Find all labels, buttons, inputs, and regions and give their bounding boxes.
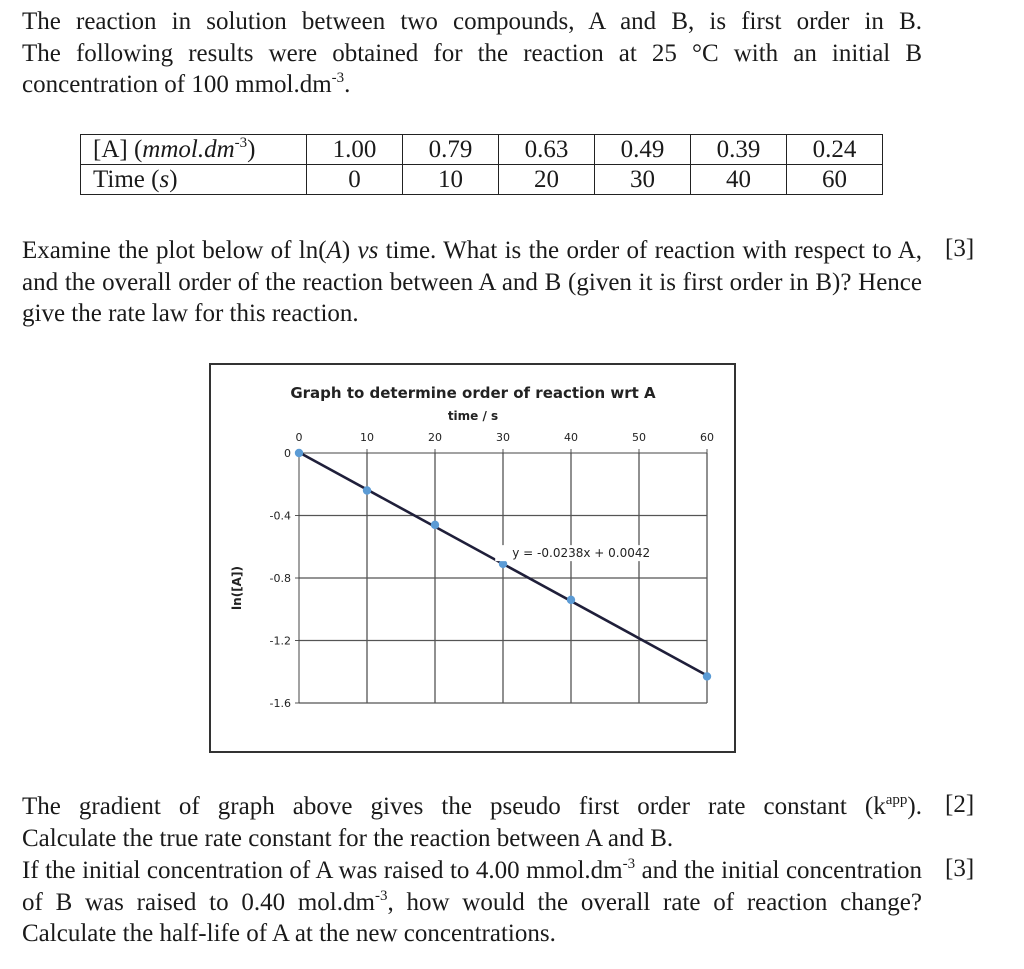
trendline-equation: y = -0.0238x + 0.0042 bbox=[512, 546, 651, 561]
x-tick-label: 60 bbox=[700, 431, 714, 444]
table-cell: 20 bbox=[499, 165, 595, 195]
q3-c: , how would the overall rate of reaction change? Calculate the half-life of A at the new concentrations. bbox=[22, 888, 923, 947]
label-a-post: ) bbox=[247, 136, 256, 163]
data-point bbox=[567, 596, 575, 604]
question-2-line-2: Calculate the true rate constant for the reaction between A and B. bbox=[22, 824, 674, 852]
y-tick-label: -1.6 bbox=[269, 697, 291, 710]
row-label-time bbox=[81, 165, 307, 195]
table-cell: 0.79 bbox=[403, 135, 499, 165]
question-3-text bbox=[22, 855, 922, 950]
table-cell: 0.49 bbox=[595, 135, 691, 165]
y-tick-label: -1.2 bbox=[269, 634, 291, 648]
question-2-marks: [2] bbox=[945, 791, 975, 818]
q1-pre: Examine the plot below of ln( bbox=[22, 237, 327, 264]
table-cell: 0.24 bbox=[787, 135, 883, 165]
label-a-sup: -3 bbox=[234, 135, 248, 151]
label-a-unit: mmol.dm bbox=[142, 136, 235, 163]
x-tick-label: 10 bbox=[360, 431, 374, 444]
question-1 bbox=[22, 235, 922, 330]
label-t-unit: s bbox=[159, 166, 170, 193]
intro-line-3 bbox=[22, 69, 922, 101]
intro-line-2: The following results were obtained for the reaction at 25 °C with an initial B bbox=[22, 39, 922, 67]
table-cell: 30 bbox=[595, 165, 691, 195]
x-tick-label: 20 bbox=[428, 431, 442, 444]
x-tick-label: 30 bbox=[496, 431, 510, 444]
table-cell: 1.00 bbox=[307, 135, 403, 165]
question-1-text bbox=[22, 235, 922, 330]
q2-post: ). bbox=[907, 793, 922, 820]
intro-line-1: The reaction in solution between two compounds, A and B, is first order in B. bbox=[22, 8, 922, 35]
x-axis-label: time / s bbox=[447, 409, 499, 423]
question-1-marks: [3] bbox=[945, 235, 975, 262]
chart bbox=[211, 365, 734, 751]
row-label-concentration bbox=[81, 135, 307, 165]
q3-sup-2: -3 bbox=[374, 887, 388, 904]
q3-sup-1: -3 bbox=[622, 856, 636, 872]
y-tick-label: -0.8 bbox=[269, 572, 291, 585]
data-point bbox=[363, 486, 371, 494]
data-table bbox=[80, 134, 883, 195]
q1-mid: ) bbox=[341, 237, 358, 264]
table-cell: 0.63 bbox=[499, 135, 595, 165]
chart-frame bbox=[209, 363, 736, 753]
data-point bbox=[295, 449, 303, 457]
label-a-pre: [A] ( bbox=[93, 136, 143, 163]
q1-vs: vs bbox=[357, 237, 379, 264]
chart-title: Graph to determine order of reaction wrt A bbox=[290, 384, 656, 402]
question-2-line-1 bbox=[22, 791, 922, 823]
q3-b: and the initial concentration of B was raised to 0.40 mol.dm bbox=[22, 857, 922, 916]
table-cell: 60 bbox=[787, 165, 883, 195]
q1-var: A bbox=[326, 237, 342, 264]
q1-post: time. What is the order of reaction with respect to A, and the overall order of the reaction between A and B (given it is first order in B)? Hence give the rate law for this reaction. bbox=[22, 237, 922, 327]
y-tick-label: -0.4 bbox=[269, 509, 291, 523]
q3-a: If the initial concentration of A was raised to 4.00 mmol.dm bbox=[22, 857, 623, 884]
question-2 bbox=[22, 791, 922, 854]
table-cell: 0.39 bbox=[691, 135, 787, 165]
question-3-marks: [3] bbox=[945, 855, 975, 882]
y-axis-label: ln([A]) bbox=[230, 566, 244, 610]
table-row-concentration bbox=[81, 135, 883, 165]
table-cell: 40 bbox=[691, 165, 787, 195]
y-tick-label: 0 bbox=[284, 447, 291, 460]
x-tick-label: 50 bbox=[632, 431, 646, 444]
question-3 bbox=[22, 855, 922, 950]
intro-line-3-text: concentration of 100 mmol.dm bbox=[22, 71, 332, 98]
q2-sup: app bbox=[885, 792, 908, 808]
intro-paragraph bbox=[22, 6, 922, 101]
label-t-pre: Time ( bbox=[93, 166, 160, 193]
x-tick-label: 0 bbox=[295, 431, 303, 444]
x-tick-label: 40 bbox=[564, 431, 578, 444]
label-t-post: ) bbox=[169, 166, 178, 193]
q2-pre: The gradient of graph above gives the pseudo first order rate constant (k bbox=[22, 793, 886, 820]
data-point bbox=[703, 672, 711, 680]
table-cell: 10 bbox=[403, 165, 499, 195]
intro-line-3-end: . bbox=[344, 71, 351, 98]
table-row-time bbox=[81, 165, 883, 195]
data-point bbox=[431, 521, 439, 529]
intro-line-3-sup: -3 bbox=[331, 70, 345, 86]
table-cell: 0 bbox=[307, 165, 403, 195]
